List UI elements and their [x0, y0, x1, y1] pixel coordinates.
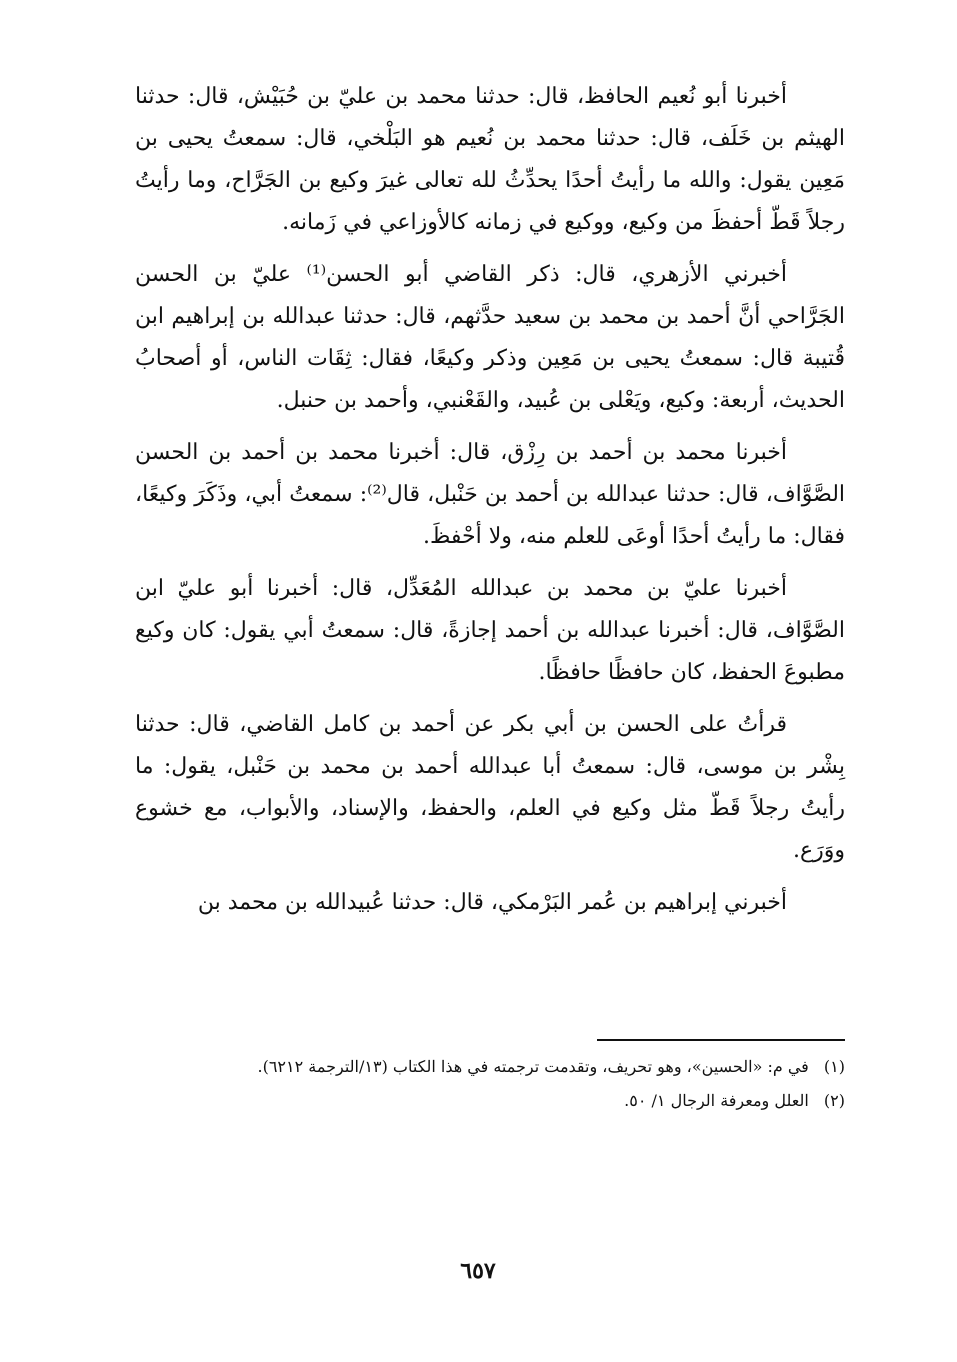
footnotes	[135, 1050, 845, 1118]
paragraph-6: أخبرني إبراهيم بن عُمر البَرْمكي، قال: حدثنا عُبيدالله بن محمد بن	[197, 890, 787, 915]
footnote-text: العلل ومعرفة الرجال ١/ ٥٠.	[624, 1091, 809, 1110]
footnote-text: في م: «الحسين»، وهو تحريف، وتقدمت ترجمته في هذا الكتاب (١٣/الترجمة ٦٢١٢).	[257, 1057, 809, 1076]
paragraph-5: قرأتُ على الحسن بن أبي بكر عن أحمد بن كامل القاضي، قال: حدثنا بِشْر بن موسى، قال: سمعتُ أبا عبدالله أحمد بن محمد بن حَنْبل، يقول: ما رأيتُ رجلاً قَطّ مثل وكيع في العلم، والحفظ، والإسناد، والأبواب، مع خشوع ووَرَع.	[135, 712, 845, 863]
paragraph-1: أخبرنا أبو نُعيم الحافظ، قال: حدثنا محمد بن عليّ بن حُبَيْش، قال: حدثنا الهيثم بن خَلَف، قال: حدثنا محمد بن نُعيم هو البَلْخي، قال: سمعتُ يحيى بن مَعِين يقول: والله ما رأيتُ أحدًا يحدِّثُ لله تعالى غيرَ وكيع بن الجَرَّاح، وما رأيتُ رجلاً قَطّ أحفظَ من وكيع، ووكيع في زمانه كالأوزاعي في زَمانه.	[135, 84, 845, 235]
page-number: ٦٥٧	[460, 1258, 496, 1284]
paragraph-2: أخبرني الأزهري، قال: ذكر القاضي أبو الحسن⁽¹⁾ عليّ بن الحسن الجَرَّاحي أنَّ أحمد بن محمد بن سعيد حدَّثهم، قال: حدثنا عبدالله بن إبراهيم ابن قُتيبة قال: سمعتُ يحيى بن مَعِين وذكر وكيعًا، فقال: ثِقَات الناس، أو أصحابُ الحديث، أربعة: وكيع، ويَعْلى بن عُبيد، والقَعْنبي، وأحمد بن حنبل.	[135, 262, 845, 413]
footnote-number: (١)	[823, 1057, 845, 1076]
footnote-1	[135, 1050, 845, 1084]
paragraph-3: أخبرنا محمد بن أحمد بن رِزْق، قال: أخبرنا محمد بن أحمد بن الحسن الصَّوَّاف، قال: حدثنا عبدالله بن أحمد بن حَنْبل، قال⁽²⁾: سمعتُ أبي، وذَكَرَ وكيعًا، فقال: ما رأيتُ أحدًا أوعَى للعلم منه، ولا أحْفظَ.	[135, 440, 846, 549]
footnote-number: (٢)	[823, 1091, 845, 1110]
footnote-separator	[597, 1039, 845, 1041]
paragraph-4: أخبرنا عليّ بن محمد بن عبدالله المُعَدِّل، قال: أخبرنا أبو عليّ ابن الصَّوَّاف، قال: أخبرنا عبدالله بن أحمد إجازةً، قال: سمعتُ أبي يقول: كان وكيع مطبوعَ الحفظ، كان حافظًا حافظًا.	[135, 576, 845, 685]
footnote-2	[135, 1084, 845, 1118]
main-text	[135, 76, 845, 934]
